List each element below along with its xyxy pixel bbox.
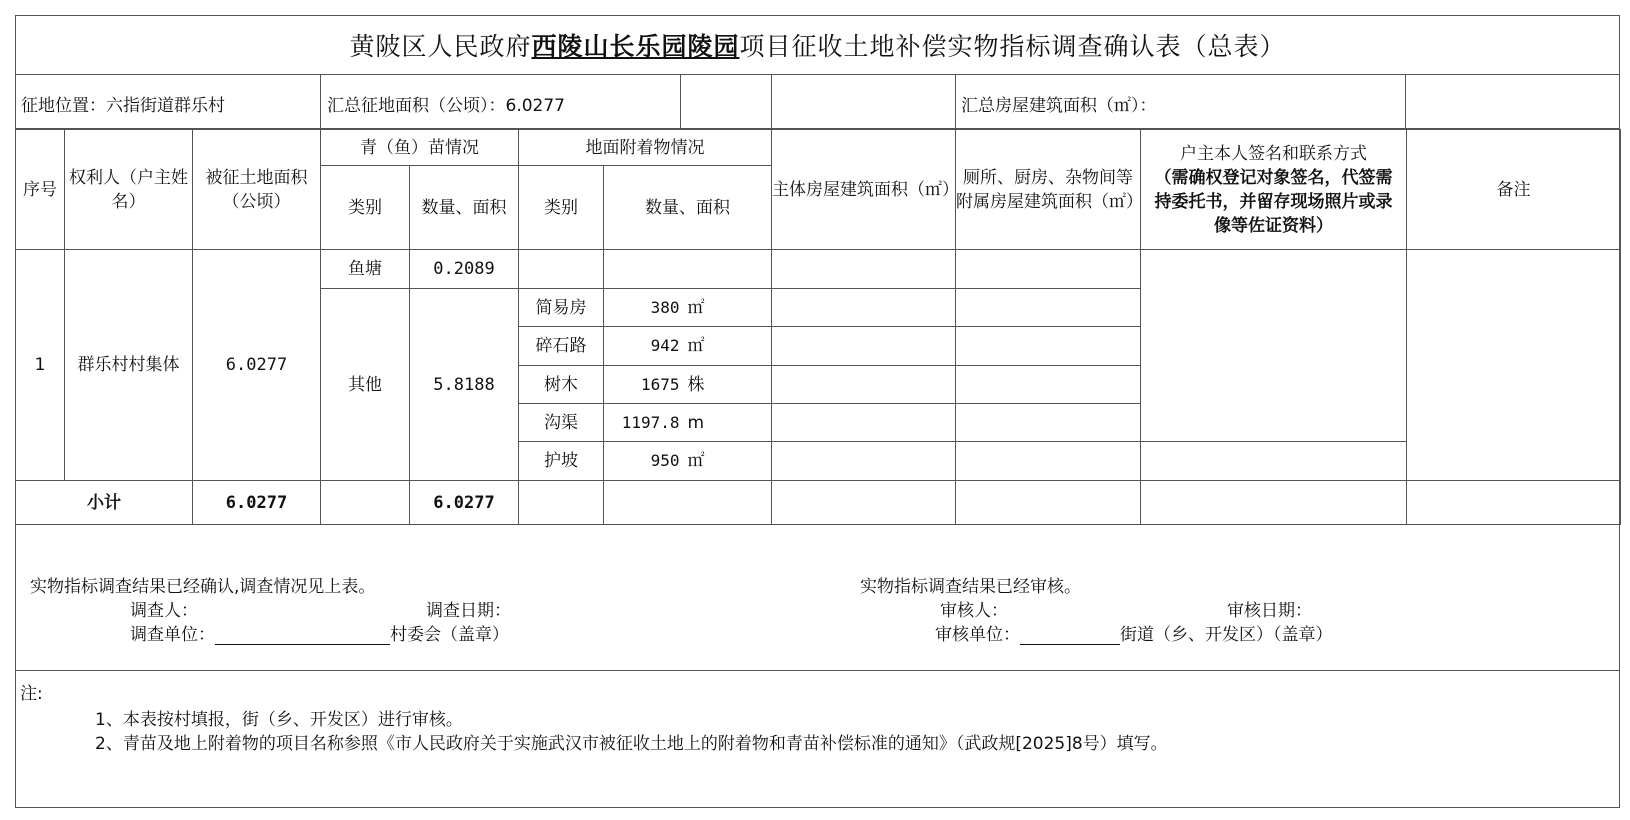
empty-cell bbox=[956, 327, 1141, 366]
attach-category: 树木 bbox=[519, 366, 604, 404]
attach-unit: ㎡ bbox=[684, 327, 772, 366]
subtotal-label: 小计 bbox=[16, 481, 193, 525]
attach-category: 碎石路 bbox=[519, 327, 604, 366]
row-seq: 1 bbox=[16, 250, 65, 481]
attach-amount: 1675 bbox=[604, 366, 684, 404]
investigate-unit-label: 调查单位： bbox=[130, 625, 215, 645]
header-crops: 青（鱼）苗情况 bbox=[321, 130, 519, 166]
investigate-date-label: 调查日期： bbox=[426, 601, 511, 621]
title-prefix: 黄陂区人民政府 bbox=[349, 31, 532, 61]
subtotal-crops-amount: 6.0277 bbox=[410, 481, 519, 525]
header-attachments: 地面附着物情况 bbox=[519, 130, 772, 166]
street-seal-label: 街道（乡、开发区）（盖章） bbox=[1120, 625, 1333, 645]
title-suffix: 项目征收土地补偿实物指标调查确认表（总表） bbox=[739, 31, 1286, 61]
empty-cell bbox=[604, 481, 772, 525]
header-crop-category: 类别 bbox=[321, 166, 410, 250]
empty-cell bbox=[1141, 481, 1407, 525]
village-seal-label: 村委会（盖章） bbox=[390, 625, 509, 645]
attach-amount: 380 bbox=[604, 289, 684, 327]
empty-cell bbox=[956, 442, 1141, 481]
empty-cell bbox=[772, 442, 956, 481]
attach-category: 护坡 bbox=[519, 442, 604, 481]
attach-category: 沟渠 bbox=[519, 404, 604, 442]
header-land-area: 被征土地面积（公顷） bbox=[193, 130, 321, 250]
unit-blank-line bbox=[215, 626, 390, 645]
empty-cell bbox=[956, 366, 1141, 404]
divider bbox=[680, 75, 681, 129]
investigator-label: 调查人： bbox=[130, 601, 198, 621]
total-land-area: 汇总征地面积（公顷）：6.0277 bbox=[327, 96, 565, 116]
header-aux-building: 厕所、厨房、杂物间等附属房屋建筑面积（㎡） bbox=[956, 130, 1141, 250]
notes-label: 注: bbox=[20, 684, 43, 704]
total-building-area: 汇总房屋建筑面积（㎡）： bbox=[961, 96, 1157, 116]
form-title bbox=[15, 15, 1620, 75]
header-owner: 权利人（户主姓名） bbox=[65, 130, 193, 250]
summary-info-row bbox=[15, 75, 1620, 129]
attach-amount: 942 bbox=[604, 327, 684, 366]
note-item: 1、本表按村填报，街（乡、开发区）进行审核。 bbox=[95, 710, 463, 730]
empty-cell bbox=[1407, 481, 1621, 525]
empty-cell bbox=[1141, 442, 1407, 481]
crop-amount: 0.2089 bbox=[410, 250, 519, 289]
empty-cell bbox=[956, 404, 1141, 442]
row-owner: 群乐村村集体 bbox=[65, 250, 193, 481]
empty-cell bbox=[519, 481, 604, 525]
empty-cell bbox=[956, 250, 1141, 289]
empty-cell bbox=[956, 289, 1141, 327]
empty-cell bbox=[772, 366, 956, 404]
empty-cell bbox=[772, 289, 956, 327]
header-attach-amount: 数量、面积 bbox=[604, 166, 772, 250]
review-unit-label: 审核单位： bbox=[935, 625, 1020, 645]
header-crop-amount: 数量、面积 bbox=[410, 166, 519, 250]
empty-cell bbox=[956, 481, 1141, 525]
review-date-label: 审核日期： bbox=[1227, 601, 1312, 621]
divider bbox=[771, 75, 772, 129]
unit-blank-line bbox=[1020, 626, 1120, 645]
crop-category: 其他 bbox=[321, 289, 410, 481]
attach-amount: 1197.8 bbox=[604, 404, 684, 442]
signature-title: 户主本人签名和联系方式 bbox=[1180, 143, 1367, 164]
header-main-building: 主体房屋建筑面积（㎡） bbox=[772, 130, 956, 250]
empty-cell bbox=[772, 404, 956, 442]
empty-cell bbox=[321, 481, 410, 525]
attach-unit: ㎡ bbox=[684, 289, 772, 327]
empty-cell bbox=[772, 250, 956, 289]
divider bbox=[1405, 75, 1406, 129]
divider bbox=[955, 75, 956, 129]
attach-unit: m bbox=[684, 404, 772, 442]
empty-cell bbox=[604, 250, 772, 289]
header-attach-category: 类别 bbox=[519, 166, 604, 250]
survey-confirm-text: 实物指标调查结果已经确认,调查情况见上表。 bbox=[30, 577, 376, 597]
empty-cell bbox=[519, 250, 604, 289]
header-signature bbox=[1141, 130, 1407, 250]
empty-cell bbox=[772, 481, 956, 525]
divider bbox=[320, 75, 321, 129]
review-unit-line bbox=[935, 620, 1333, 645]
note-item: 2、青苗及地上附着物的项目名称参照《市人民政府关于实施武汉市被征收土地上的附着物和青苗补偿标准的通知》（武政规[2025]8号）填写。 bbox=[95, 734, 1168, 754]
subtotal-land-area: 6.0277 bbox=[193, 481, 321, 525]
remarks-cell bbox=[1407, 250, 1621, 481]
attach-unit: 株 bbox=[684, 366, 772, 404]
attach-amount: 950 bbox=[604, 442, 684, 481]
review-confirm-text: 实物指标调查结果已经审核。 bbox=[860, 577, 1081, 597]
signature-note: （需确权登记对象签名，代签需持委托书，并留存现场照片或录像等佐证资料） bbox=[1154, 167, 1393, 236]
title-project-name: 西陵山长乐园陵园 bbox=[531, 31, 740, 61]
investigate-unit-line bbox=[130, 620, 509, 645]
attach-unit: ㎡ bbox=[684, 442, 772, 481]
survey-table bbox=[15, 129, 1621, 525]
reviewer-label: 审核人： bbox=[940, 601, 1008, 621]
row-land-area: 6.0277 bbox=[193, 250, 321, 481]
land-location: 征地位置：六指街道群乐村 bbox=[21, 96, 225, 116]
crop-category: 鱼塘 bbox=[321, 250, 410, 289]
empty-cell bbox=[772, 327, 956, 366]
header-remarks: 备注 bbox=[1407, 130, 1621, 250]
signature-cell bbox=[1141, 250, 1407, 442]
notes-section bbox=[15, 670, 1620, 808]
crop-amount: 5.8188 bbox=[410, 289, 519, 481]
header-seq: 序号 bbox=[16, 130, 65, 250]
attach-category: 简易房 bbox=[519, 289, 604, 327]
